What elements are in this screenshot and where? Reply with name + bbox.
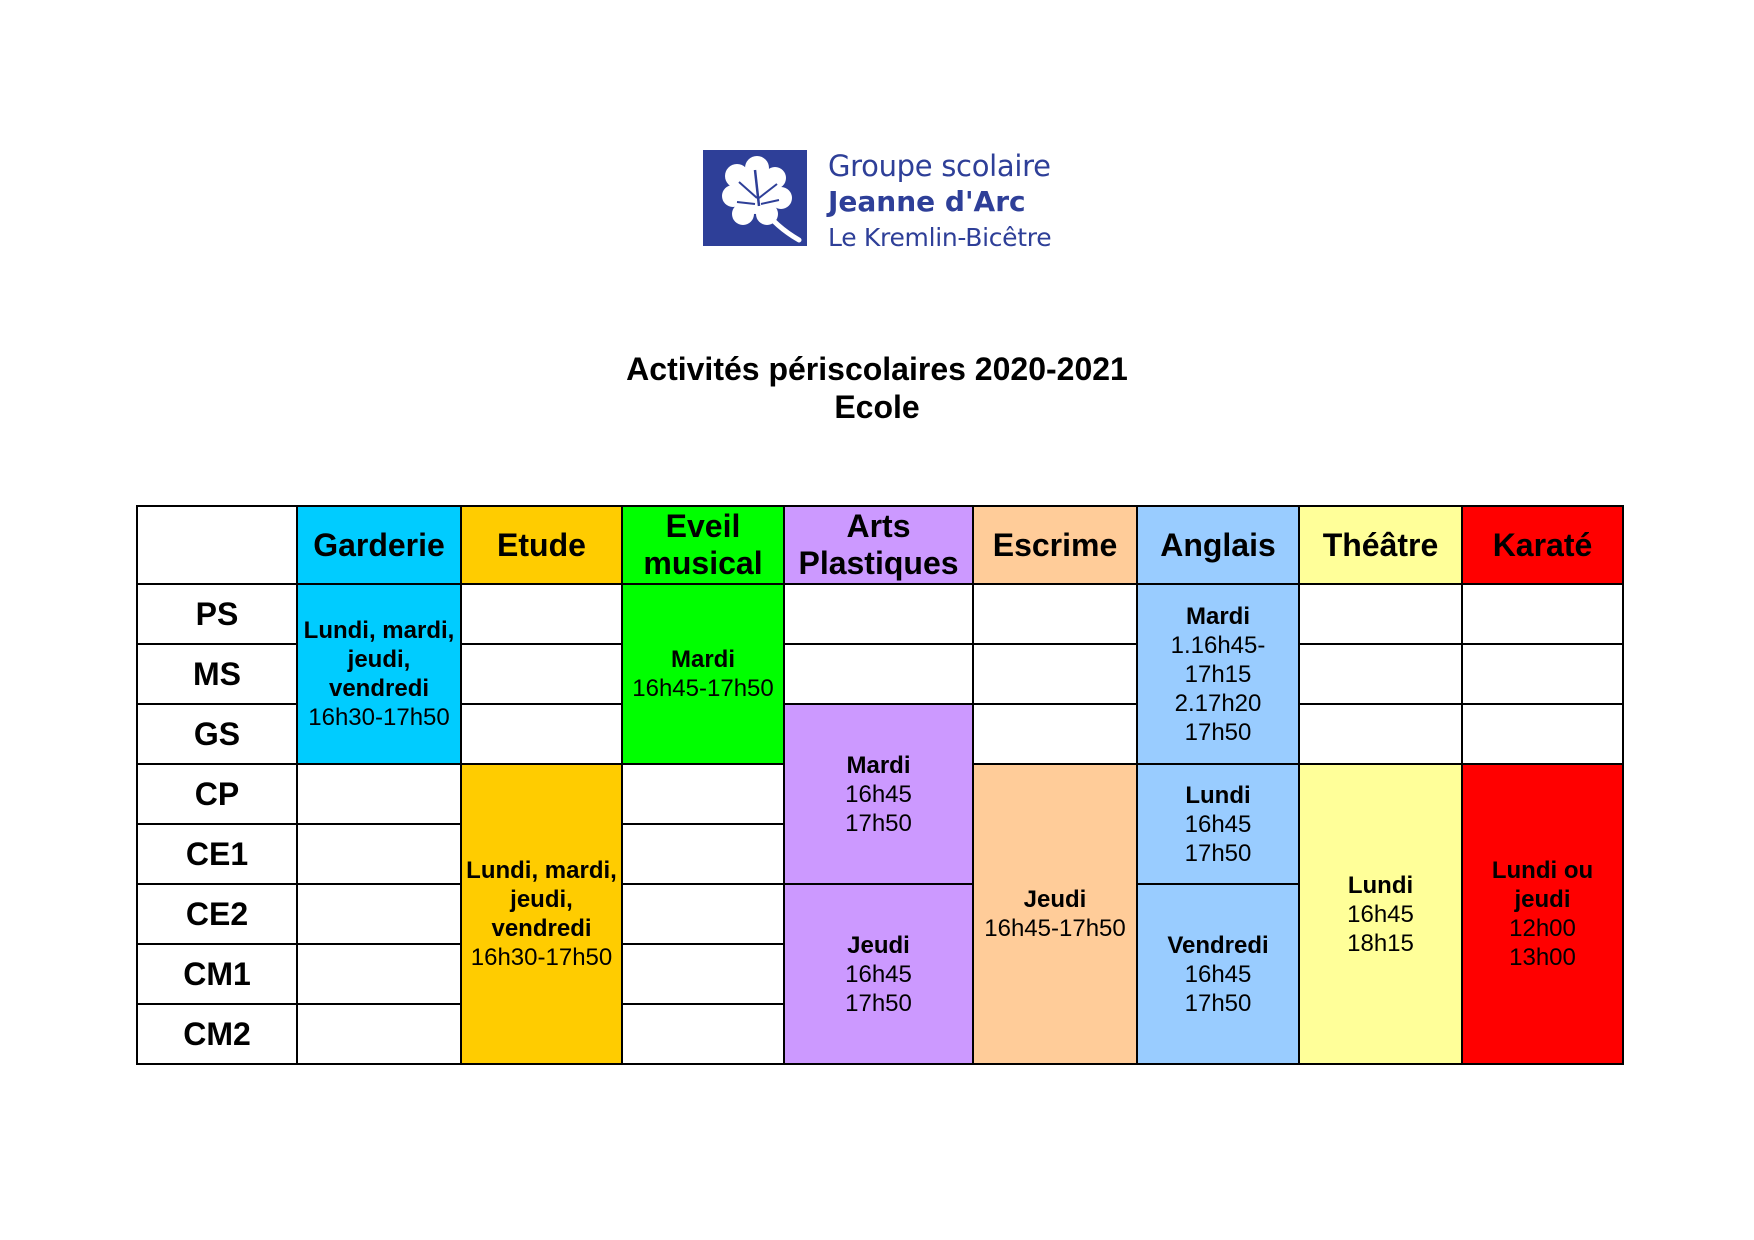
empty-cell (461, 584, 622, 644)
logo-line-2: Jeanne d'Arc (828, 185, 1026, 218)
logo-text (828, 148, 1051, 256)
karate-cell (1462, 764, 1623, 1064)
logo-line-3: Le Kremlin-Bicêtre (828, 223, 1052, 252)
etude-elementaire-cell (461, 764, 622, 1064)
schedule-time: 16h45 17h50 (1184, 810, 1252, 867)
empty-cell (973, 644, 1137, 704)
schedule-days: Mardi (846, 751, 911, 779)
level-label: CE2 (137, 884, 297, 944)
schedule-days: Lundi, mardi, jeudi, vendredi (303, 617, 455, 702)
title-block (0, 350, 1754, 426)
theatre-cell (1299, 764, 1462, 1064)
level-label: GS (137, 704, 297, 764)
schedule-days: Jeudi (1023, 886, 1087, 913)
school-logo (703, 148, 1063, 256)
schedule-time: 16h30-17h50 (308, 704, 450, 731)
empty-cell (1299, 704, 1462, 764)
header-karate: Karaté (1462, 506, 1623, 584)
empty-cell (1462, 704, 1623, 764)
empty-cell (297, 824, 461, 884)
header-theatre: Théâtre (1299, 506, 1462, 584)
empty-cell (622, 824, 784, 884)
schedule-time: 1.16h45-17h15 2.17h20 17h50 (1170, 631, 1266, 746)
level-label: CP (137, 764, 297, 824)
level-label: CM2 (137, 1004, 297, 1064)
empty-cell (784, 584, 973, 644)
header-corner (137, 506, 297, 584)
empty-cell (297, 764, 461, 824)
level-label: CM1 (137, 944, 297, 1004)
page-subtitle: Ecole (834, 389, 920, 425)
schedule-days: Mardi (670, 646, 735, 673)
schedule-days: Jeudi (847, 931, 910, 959)
header-garderie: Garderie (297, 506, 461, 584)
empty-cell (622, 884, 784, 944)
level-label: PS (137, 584, 297, 644)
empty-cell (973, 584, 1137, 644)
empty-cell (973, 704, 1137, 764)
schedule-time: 16h45-17h50 (632, 675, 774, 702)
table-row (137, 584, 1623, 644)
schedule-time: 16h45 17h50 (845, 780, 912, 837)
schedule-days: Vendredi (1167, 931, 1269, 959)
oak-leaf-icon (703, 150, 807, 246)
page-title: Activités périscolaires 2020-2021 (626, 351, 1128, 387)
empty-cell (1462, 644, 1623, 704)
eveil-musical-cell (622, 584, 784, 764)
empty-cell (622, 944, 784, 1004)
header-escrime: Escrime (973, 506, 1137, 584)
activities-table (136, 505, 1624, 1065)
garderie-maternelle-cell (297, 584, 461, 764)
anglais-ce2-cm2-cell (1137, 884, 1299, 1064)
empty-cell (622, 1004, 784, 1064)
schedule-time: 16h45-17h50 (984, 915, 1126, 942)
anglais-maternelle-cell (1137, 584, 1299, 764)
empty-cell (1299, 584, 1462, 644)
schedule-time: 16h30-17h50 (470, 944, 613, 971)
empty-cell (1462, 584, 1623, 644)
logo-line-1: Groupe scolaire (828, 149, 1051, 183)
arts-plastiques-ce2-cm2-cell (784, 884, 973, 1064)
level-label: MS (137, 644, 297, 704)
schedule-days: Lundi ou jeudi (1491, 857, 1594, 913)
schedule-days: Lundi (1347, 871, 1414, 899)
escrime-cell (973, 764, 1137, 1064)
header-etude: Etude (461, 506, 622, 584)
anglais-cp-ce1-cell (1137, 764, 1299, 884)
header-anglais: Anglais (1137, 506, 1299, 584)
empty-cell (622, 764, 784, 824)
schedule-time: 12h00 13h00 (1509, 915, 1576, 971)
schedule-time: 16h45 18h15 (1347, 900, 1414, 957)
empty-cell (1299, 644, 1462, 704)
empty-cell (297, 944, 461, 1004)
header-eveil-musical: Eveil musical (622, 506, 784, 584)
empty-cell (297, 1004, 461, 1064)
schedule-days: Lundi (1185, 781, 1251, 809)
header-arts-plastiques: Arts Plastiques (784, 506, 973, 584)
arts-plastiques-gs-ce1-cell (784, 704, 973, 884)
schedule-time: 16h45 17h50 (1184, 960, 1252, 1017)
schedule-days: Mardi (1185, 602, 1250, 630)
empty-cell (297, 884, 461, 944)
level-label: CE1 (137, 824, 297, 884)
empty-cell (461, 644, 622, 704)
schedule-time: 16h45 17h50 (845, 960, 912, 1017)
empty-cell (784, 644, 973, 704)
schedule-days: Lundi, mardi, jeudi, vendredi (466, 857, 617, 942)
empty-cell (461, 704, 622, 764)
